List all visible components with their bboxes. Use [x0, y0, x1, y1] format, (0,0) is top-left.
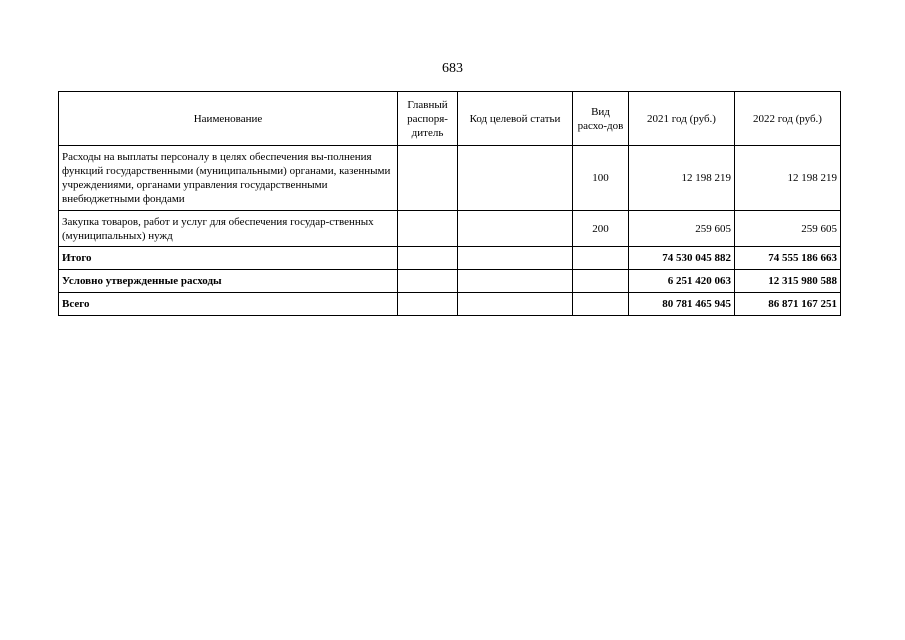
- header-year-2021: 2021 год (руб.): [629, 92, 735, 146]
- row-main-manager: [398, 270, 458, 293]
- row-target-code: [458, 211, 573, 247]
- row-main-manager: [398, 293, 458, 316]
- row-year-2022: 86 871 167 251: [735, 293, 841, 316]
- table-header-row: [59, 92, 841, 146]
- row-expense-type: [573, 270, 629, 293]
- table-row-total: [59, 247, 841, 270]
- row-year-2022: 259 605: [735, 211, 841, 247]
- row-year-2022: 74 555 186 663: [735, 247, 841, 270]
- header-main-manager: Главный распоря-дитель: [398, 92, 458, 146]
- row-expense-type: [573, 247, 629, 270]
- header-expense-type: Вид расхо-дов: [573, 92, 629, 146]
- row-expense-type: 200: [573, 211, 629, 247]
- table-row: [59, 146, 841, 211]
- row-expense-type: [573, 293, 629, 316]
- header-year-2022: 2022 год (руб.): [735, 92, 841, 146]
- table-row-conditional: [59, 270, 841, 293]
- row-year-2021: 80 781 465 945: [629, 293, 735, 316]
- page-number: 683: [442, 61, 463, 76]
- row-year-2022: 12 315 980 588: [735, 270, 841, 293]
- row-main-manager: [398, 247, 458, 270]
- row-target-code: [458, 270, 573, 293]
- row-target-code: [458, 247, 573, 270]
- header-name: Наименование: [59, 92, 398, 146]
- row-main-manager: [398, 146, 458, 211]
- row-name: Расходы на выплаты персоналу в целях обеспечения вы-полнения функций государственными (муниципальными) органами, казенными учреждениями, органами управления государственными внебюджетными фондами: [59, 146, 398, 211]
- row-year-2021: 12 198 219: [629, 146, 735, 211]
- table-row: [59, 211, 841, 247]
- row-target-code: [458, 146, 573, 211]
- row-main-manager: [398, 211, 458, 247]
- row-year-2021: 74 530 045 882: [629, 247, 735, 270]
- row-name: Итого: [59, 247, 398, 270]
- budget-table: [58, 91, 841, 316]
- row-name: Всего: [59, 293, 398, 316]
- table-row-grand-total: [59, 293, 841, 316]
- row-year-2021: 6 251 420 063: [629, 270, 735, 293]
- row-target-code: [458, 293, 573, 316]
- row-year-2022: 12 198 219: [735, 146, 841, 211]
- row-expense-type: 100: [573, 146, 629, 211]
- row-name: Условно утвержденные расходы: [59, 270, 398, 293]
- row-name: Закупка товаров, работ и услуг для обеспечения государ-ственных (муниципальных) нужд: [59, 211, 398, 247]
- row-year-2021: 259 605: [629, 211, 735, 247]
- header-target-code: Код целевой статьи: [458, 92, 573, 146]
